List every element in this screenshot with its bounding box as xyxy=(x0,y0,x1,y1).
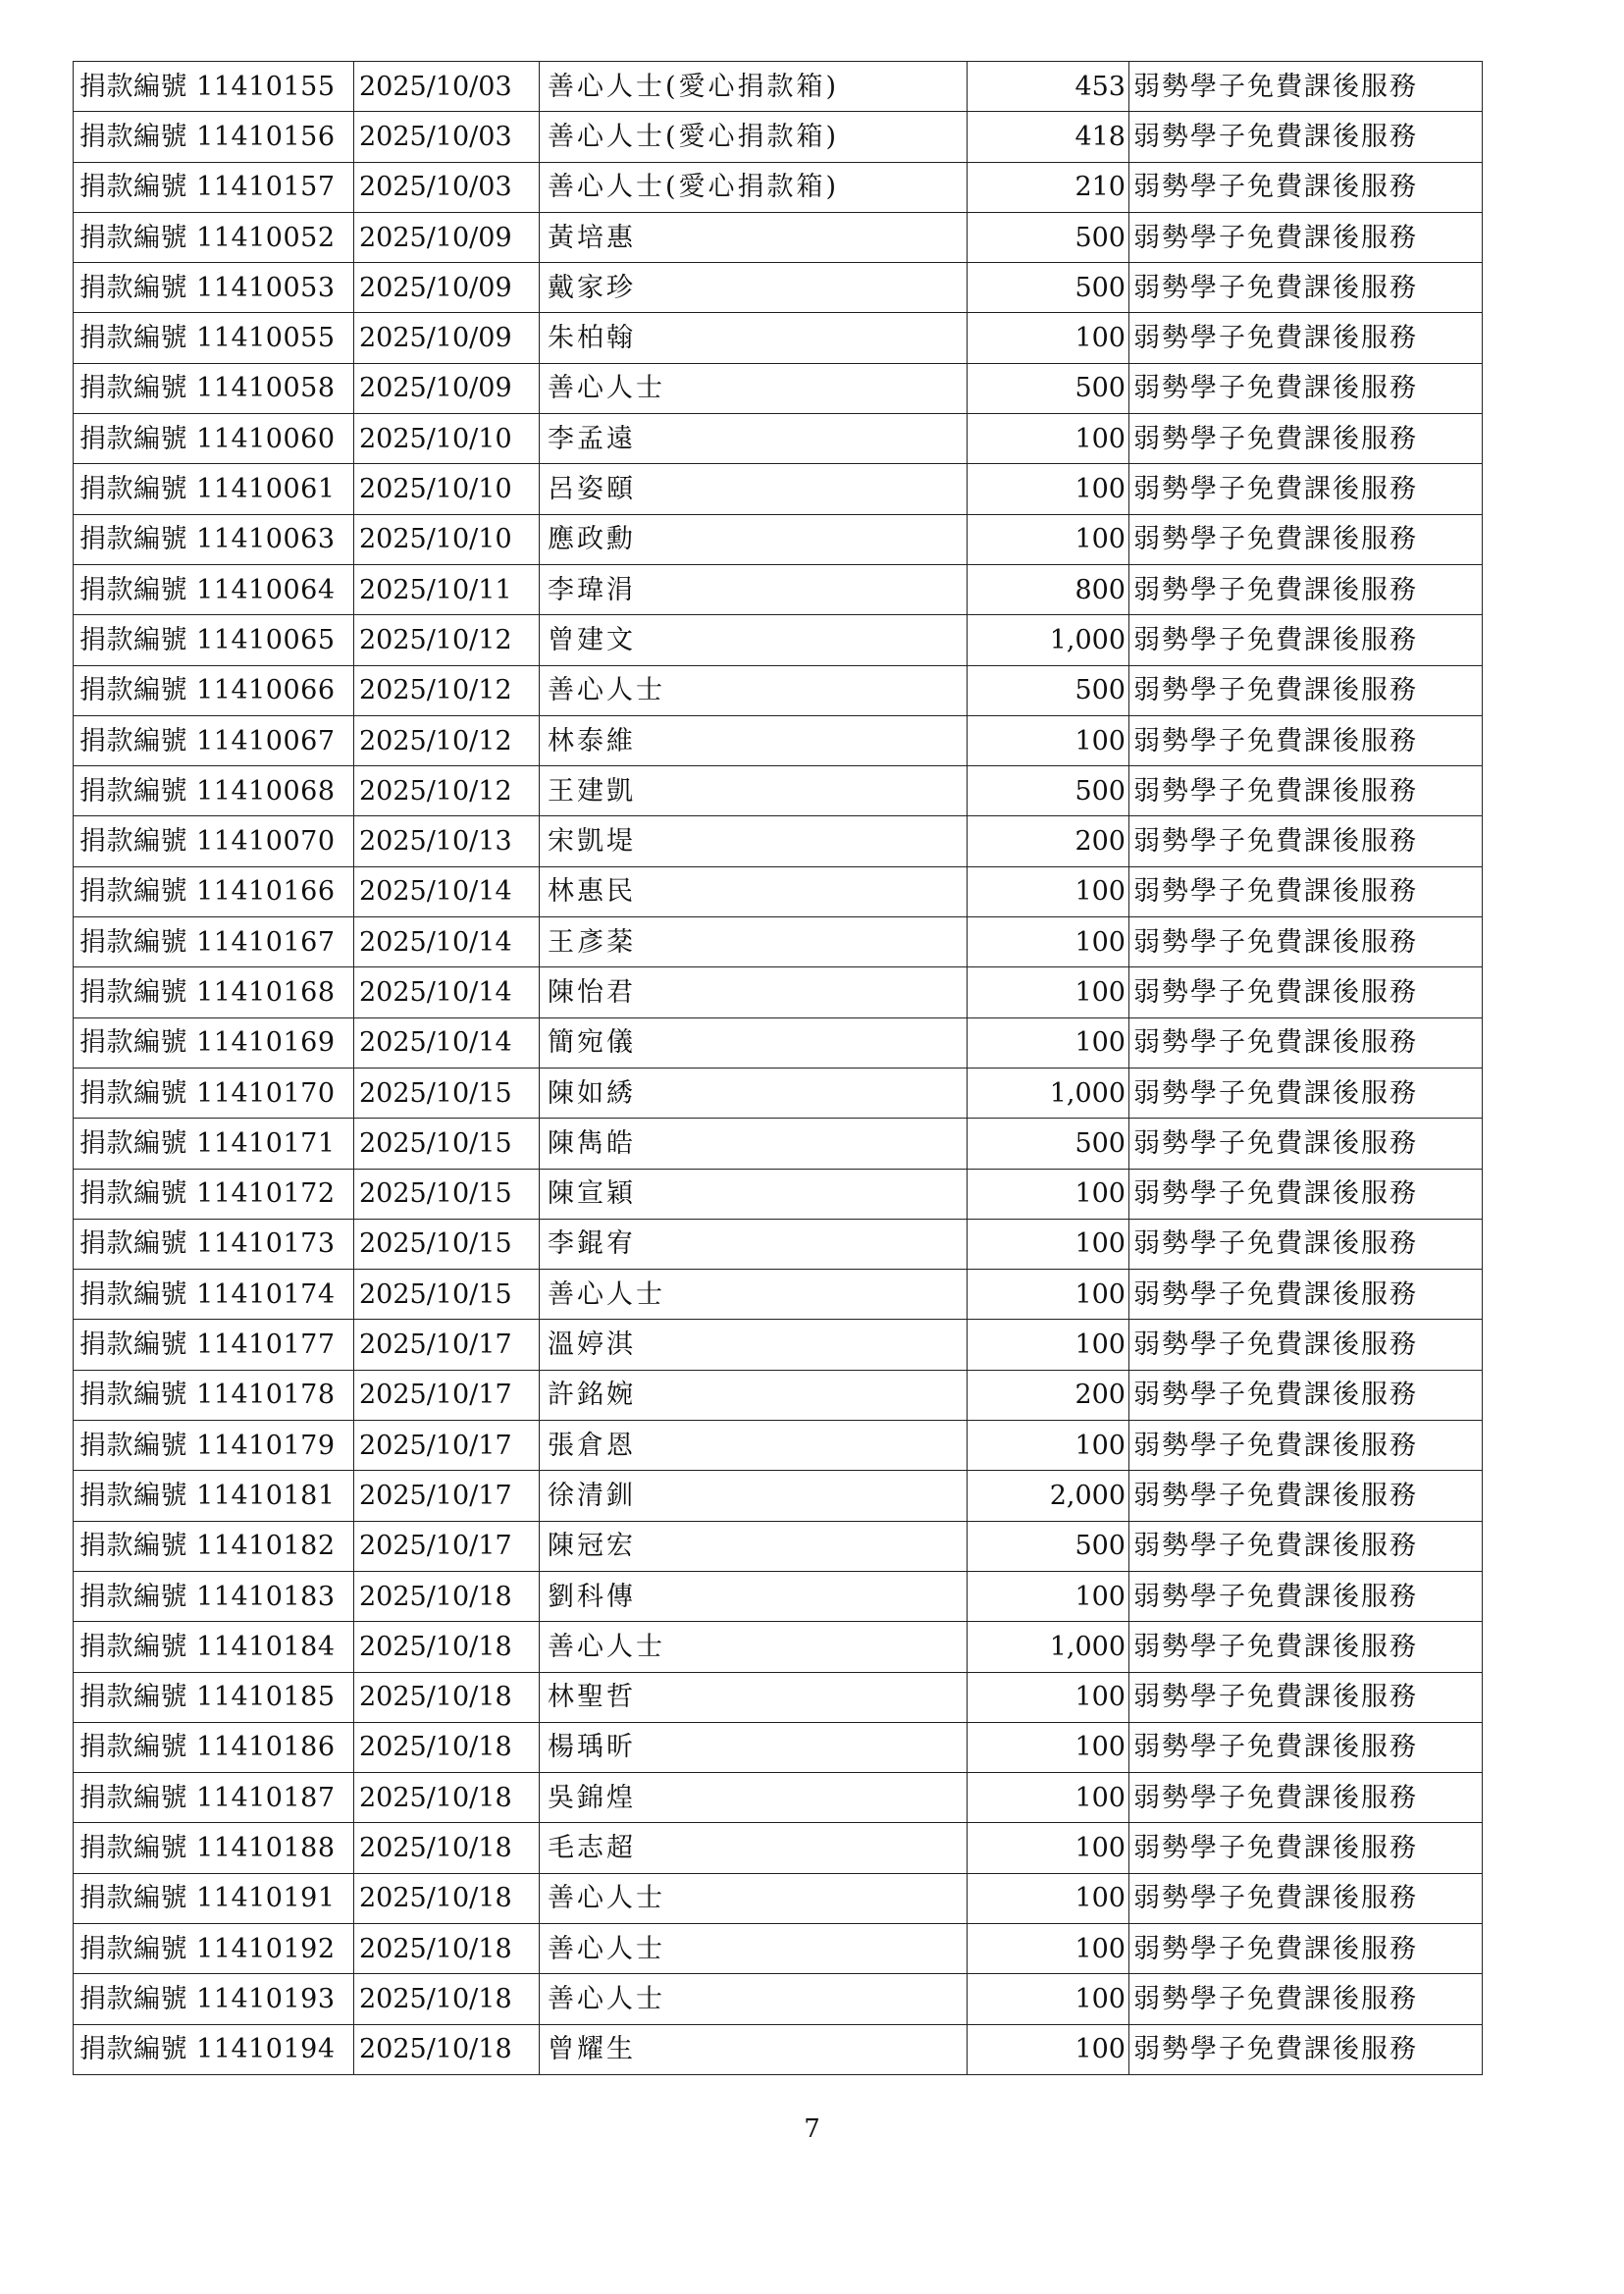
donation-date-cell: 2025/10/18 xyxy=(354,1823,540,1873)
table-row xyxy=(74,1571,1483,1621)
donation-amount-cell: 100 xyxy=(968,917,1129,967)
donation-amount-cell: 100 xyxy=(968,1169,1129,1219)
donation-id-cell: 捐款編號 11410060 xyxy=(74,414,354,464)
donation-purpose-cell: 弱勢學子免費課後服務 xyxy=(1129,1421,1483,1471)
donor-name-cell: 戴家珍 xyxy=(540,263,968,313)
table-row xyxy=(74,1219,1483,1269)
donation-date-cell: 2025/10/09 xyxy=(354,313,540,363)
donor-name-cell: 徐清釧 xyxy=(540,1471,968,1521)
donation-id-cell: 捐款編號 11410188 xyxy=(74,1823,354,1873)
donor-name-cell: 陳如綉 xyxy=(540,1068,968,1118)
donation-amount-cell: 100 xyxy=(968,1974,1129,2024)
donation-id-cell: 捐款編號 11410064 xyxy=(74,564,354,614)
donation-id-cell: 捐款編號 11410183 xyxy=(74,1571,354,1621)
donor-name-cell: 李孟遠 xyxy=(540,414,968,464)
donor-name-cell: 應政勳 xyxy=(540,514,968,564)
donation-id-cell: 捐款編號 11410185 xyxy=(74,1672,354,1722)
donation-date-cell: 2025/10/18 xyxy=(354,1672,540,1722)
donor-name-cell: 善心人士 xyxy=(540,1622,968,1672)
donation-amount-cell: 100 xyxy=(968,1722,1129,1772)
donor-name-cell: 善心人士 xyxy=(540,665,968,715)
table-row xyxy=(74,112,1483,162)
donation-purpose-cell: 弱勢學子免費課後服務 xyxy=(1129,514,1483,564)
donation-amount-cell: 100 xyxy=(968,967,1129,1017)
table-row xyxy=(74,1370,1483,1420)
table-row xyxy=(74,1521,1483,1571)
donation-amount-cell: 500 xyxy=(968,1119,1129,1169)
donation-id-cell: 捐款編號 11410055 xyxy=(74,313,354,363)
donation-date-cell: 2025/10/03 xyxy=(354,162,540,212)
table-row xyxy=(74,1672,1483,1722)
donation-table xyxy=(73,61,1483,2075)
table-row xyxy=(74,766,1483,816)
donation-date-cell: 2025/10/13 xyxy=(354,816,540,866)
donation-amount-cell: 100 xyxy=(968,1219,1129,1269)
donation-date-cell: 2025/10/18 xyxy=(354,1622,540,1672)
donation-id-cell: 捐款編號 11410191 xyxy=(74,1873,354,1923)
table-row xyxy=(74,1823,1483,1873)
donation-date-cell: 2025/10/10 xyxy=(354,514,540,564)
table-row xyxy=(74,1421,1483,1471)
donor-name-cell: 善心人士(愛心捐款箱) xyxy=(540,112,968,162)
donor-name-cell: 呂姿頤 xyxy=(540,464,968,514)
donation-id-cell: 捐款編號 11410155 xyxy=(74,62,354,112)
donation-purpose-cell: 弱勢學子免費課後服務 xyxy=(1129,1068,1483,1118)
donation-id-cell: 捐款編號 11410193 xyxy=(74,1974,354,2024)
donation-date-cell: 2025/10/17 xyxy=(354,1471,540,1521)
donation-purpose-cell: 弱勢學子免費課後服務 xyxy=(1129,665,1483,715)
donation-purpose-cell: 弱勢學子免費課後服務 xyxy=(1129,162,1483,212)
donation-amount-cell: 500 xyxy=(968,363,1129,413)
donation-purpose-cell: 弱勢學子免費課後服務 xyxy=(1129,1571,1483,1621)
donation-amount-cell: 100 xyxy=(968,464,1129,514)
donation-purpose-cell: 弱勢學子免費課後服務 xyxy=(1129,363,1483,413)
donation-id-cell: 捐款編號 11410174 xyxy=(74,1270,354,1320)
donation-date-cell: 2025/10/15 xyxy=(354,1169,540,1219)
donation-id-cell: 捐款編號 11410063 xyxy=(74,514,354,564)
donation-id-cell: 捐款編號 11410182 xyxy=(74,1521,354,1571)
table-row xyxy=(74,212,1483,262)
table-row xyxy=(74,2024,1483,2074)
donation-date-cell: 2025/10/15 xyxy=(354,1219,540,1269)
donation-id-cell: 捐款編號 11410070 xyxy=(74,816,354,866)
donation-date-cell: 2025/10/17 xyxy=(354,1370,540,1420)
table-row xyxy=(74,263,1483,313)
donor-name-cell: 宋凱堤 xyxy=(540,816,968,866)
donation-amount-cell: 453 xyxy=(968,62,1129,112)
donation-id-cell: 捐款編號 11410058 xyxy=(74,363,354,413)
donation-purpose-cell: 弱勢學子免費課後服務 xyxy=(1129,866,1483,916)
table-row xyxy=(74,1320,1483,1370)
donation-amount-cell: 100 xyxy=(968,715,1129,765)
donation-id-cell: 捐款編號 11410167 xyxy=(74,917,354,967)
donation-date-cell: 2025/10/14 xyxy=(354,1017,540,1068)
donor-name-cell: 善心人士(愛心捐款箱) xyxy=(540,162,968,212)
donation-id-cell: 捐款編號 11410068 xyxy=(74,766,354,816)
donation-id-cell: 捐款編號 11410171 xyxy=(74,1119,354,1169)
donation-amount-cell: 100 xyxy=(968,1320,1129,1370)
table-row xyxy=(74,564,1483,614)
donation-date-cell: 2025/10/18 xyxy=(354,1773,540,1823)
donation-id-cell: 捐款編號 11410192 xyxy=(74,1923,354,1973)
donation-purpose-cell: 弱勢學子免費課後服務 xyxy=(1129,112,1483,162)
donor-name-cell: 林泰維 xyxy=(540,715,968,765)
donation-purpose-cell: 弱勢學子免費課後服務 xyxy=(1129,715,1483,765)
donation-amount-cell: 500 xyxy=(968,212,1129,262)
table-row xyxy=(74,1873,1483,1923)
donation-id-cell: 捐款編號 11410169 xyxy=(74,1017,354,1068)
table-row xyxy=(74,1974,1483,2024)
donor-name-cell: 林聖哲 xyxy=(540,1672,968,1722)
donation-amount-cell: 1,000 xyxy=(968,1622,1129,1672)
donor-name-cell: 善心人士 xyxy=(540,1270,968,1320)
donation-amount-cell: 200 xyxy=(968,1370,1129,1420)
donation-amount-cell: 200 xyxy=(968,816,1129,866)
donation-id-cell: 捐款編號 11410173 xyxy=(74,1219,354,1269)
donor-name-cell: 善心人士(愛心捐款箱) xyxy=(540,62,968,112)
table-row xyxy=(74,464,1483,514)
donor-name-cell: 林惠民 xyxy=(540,866,968,916)
donation-id-cell: 捐款編號 11410178 xyxy=(74,1370,354,1420)
table-row xyxy=(74,363,1483,413)
donor-name-cell: 楊瑀昕 xyxy=(540,1722,968,1772)
donor-name-cell: 毛志超 xyxy=(540,1823,968,1873)
donor-name-cell: 朱柏翰 xyxy=(540,313,968,363)
donation-purpose-cell: 弱勢學子免費課後服務 xyxy=(1129,1219,1483,1269)
donation-id-cell: 捐款編號 11410184 xyxy=(74,1622,354,1672)
donation-date-cell: 2025/10/18 xyxy=(354,2024,540,2074)
donation-purpose-cell: 弱勢學子免費課後服務 xyxy=(1129,263,1483,313)
page-number: 7 xyxy=(804,2114,820,2144)
table-row xyxy=(74,1119,1483,1169)
donation-id-cell: 捐款編號 11410181 xyxy=(74,1471,354,1521)
donation-id-cell: 捐款編號 11410157 xyxy=(74,162,354,212)
donation-id-cell: 捐款編號 11410061 xyxy=(74,464,354,514)
donation-purpose-cell: 弱勢學子免費課後服務 xyxy=(1129,766,1483,816)
donor-name-cell: 吳錦煌 xyxy=(540,1773,968,1823)
donation-amount-cell: 100 xyxy=(968,1823,1129,1873)
table-row xyxy=(74,917,1483,967)
donor-name-cell: 善心人士 xyxy=(540,1873,968,1923)
donor-name-cell: 李瑋涓 xyxy=(540,564,968,614)
table-row xyxy=(74,1773,1483,1823)
donation-id-cell: 捐款編號 11410067 xyxy=(74,715,354,765)
donor-name-cell: 陳宣穎 xyxy=(540,1169,968,1219)
donor-name-cell: 許銘婉 xyxy=(540,1370,968,1420)
donation-amount-cell: 100 xyxy=(968,866,1129,916)
donation-amount-cell: 210 xyxy=(968,162,1129,212)
donation-purpose-cell: 弱勢學子免費課後服務 xyxy=(1129,1672,1483,1722)
donor-name-cell: 劉科傳 xyxy=(540,1571,968,1621)
donation-date-cell: 2025/10/12 xyxy=(354,766,540,816)
donation-id-cell: 捐款編號 11410166 xyxy=(74,866,354,916)
donation-amount-cell: 100 xyxy=(968,1873,1129,1923)
table-row xyxy=(74,1068,1483,1118)
table-row xyxy=(74,1270,1483,1320)
table-row xyxy=(74,313,1483,363)
donation-id-cell: 捐款編號 11410066 xyxy=(74,665,354,715)
donation-date-cell: 2025/10/15 xyxy=(354,1068,540,1118)
donation-purpose-cell: 弱勢學子免費課後服務 xyxy=(1129,1320,1483,1370)
donor-name-cell: 簡宛儀 xyxy=(540,1017,968,1068)
donation-id-cell: 捐款編號 11410186 xyxy=(74,1722,354,1772)
donation-date-cell: 2025/10/14 xyxy=(354,917,540,967)
donation-purpose-cell: 弱勢學子免費課後服務 xyxy=(1129,1722,1483,1772)
donation-date-cell: 2025/10/10 xyxy=(354,414,540,464)
donation-purpose-cell: 弱勢學子免費課後服務 xyxy=(1129,1169,1483,1219)
donation-date-cell: 2025/10/18 xyxy=(354,1873,540,1923)
donation-id-cell: 捐款編號 11410172 xyxy=(74,1169,354,1219)
donor-name-cell: 陳雋皓 xyxy=(540,1119,968,1169)
table-row xyxy=(74,414,1483,464)
donation-date-cell: 2025/10/14 xyxy=(354,967,540,1017)
donation-amount-cell: 100 xyxy=(968,313,1129,363)
donation-date-cell: 2025/10/15 xyxy=(354,1270,540,1320)
donation-purpose-cell: 弱勢學子免費課後服務 xyxy=(1129,816,1483,866)
donation-purpose-cell: 弱勢學子免費課後服務 xyxy=(1129,1773,1483,1823)
donation-rows xyxy=(74,62,1483,2075)
donor-name-cell: 張倉恩 xyxy=(540,1421,968,1471)
donation-amount-cell: 418 xyxy=(968,112,1129,162)
donation-date-cell: 2025/10/03 xyxy=(354,62,540,112)
donation-purpose-cell: 弱勢學子免費課後服務 xyxy=(1129,1370,1483,1420)
donation-purpose-cell: 弱勢學子免費課後服務 xyxy=(1129,1471,1483,1521)
donation-purpose-cell: 弱勢學子免費課後服務 xyxy=(1129,1017,1483,1068)
donation-purpose-cell: 弱勢學子免費課後服務 xyxy=(1129,967,1483,1017)
donation-id-cell: 捐款編號 11410168 xyxy=(74,967,354,1017)
donation-amount-cell: 100 xyxy=(968,1421,1129,1471)
table-row xyxy=(74,665,1483,715)
donation-amount-cell: 100 xyxy=(968,1571,1129,1621)
donation-id-cell: 捐款編號 11410179 xyxy=(74,1421,354,1471)
donation-id-cell: 捐款編號 11410177 xyxy=(74,1320,354,1370)
donor-name-cell: 善心人士 xyxy=(540,363,968,413)
table-row xyxy=(74,1017,1483,1068)
donation-id-cell: 捐款編號 11410194 xyxy=(74,2024,354,2074)
table-row xyxy=(74,615,1483,665)
donation-date-cell: 2025/10/09 xyxy=(354,263,540,313)
donation-purpose-cell: 弱勢學子免費課後服務 xyxy=(1129,1270,1483,1320)
donation-amount-cell: 500 xyxy=(968,766,1129,816)
donation-amount-cell: 1,000 xyxy=(968,1068,1129,1118)
donation-date-cell: 2025/10/17 xyxy=(354,1320,540,1370)
donation-amount-cell: 500 xyxy=(968,665,1129,715)
donation-id-cell: 捐款編號 11410187 xyxy=(74,1773,354,1823)
donation-id-cell: 捐款編號 11410053 xyxy=(74,263,354,313)
donation-date-cell: 2025/10/17 xyxy=(354,1421,540,1471)
table-row xyxy=(74,162,1483,212)
donation-purpose-cell: 弱勢學子免費課後服務 xyxy=(1129,1923,1483,1973)
donor-name-cell: 陳冠宏 xyxy=(540,1521,968,1571)
donation-purpose-cell: 弱勢學子免費課後服務 xyxy=(1129,1622,1483,1672)
donation-purpose-cell: 弱勢學子免費課後服務 xyxy=(1129,917,1483,967)
donation-amount-cell: 500 xyxy=(968,263,1129,313)
donation-date-cell: 2025/10/15 xyxy=(354,1119,540,1169)
donor-name-cell: 曾耀生 xyxy=(540,2024,968,2074)
donation-purpose-cell: 弱勢學子免費課後服務 xyxy=(1129,1521,1483,1571)
donation-date-cell: 2025/10/09 xyxy=(354,363,540,413)
donation-purpose-cell: 弱勢學子免費課後服務 xyxy=(1129,62,1483,112)
donation-date-cell: 2025/10/14 xyxy=(354,866,540,916)
donor-name-cell: 王建凱 xyxy=(540,766,968,816)
table-row xyxy=(74,866,1483,916)
donation-id-cell: 捐款編號 11410065 xyxy=(74,615,354,665)
donation-amount-cell: 100 xyxy=(968,1672,1129,1722)
donation-purpose-cell: 弱勢學子免費課後服務 xyxy=(1129,1823,1483,1873)
donor-name-cell: 曾建文 xyxy=(540,615,968,665)
donor-name-cell: 善心人士 xyxy=(540,1974,968,2024)
donor-name-cell: 王彥棻 xyxy=(540,917,968,967)
table-row xyxy=(74,62,1483,112)
donation-date-cell: 2025/10/18 xyxy=(354,1571,540,1621)
donation-amount-cell: 100 xyxy=(968,1270,1129,1320)
donation-date-cell: 2025/10/18 xyxy=(354,1923,540,1973)
donation-purpose-cell: 弱勢學子免費課後服務 xyxy=(1129,464,1483,514)
donation-id-cell: 捐款編號 11410170 xyxy=(74,1068,354,1118)
donation-purpose-cell: 弱勢學子免費課後服務 xyxy=(1129,1974,1483,2024)
donation-date-cell: 2025/10/03 xyxy=(354,112,540,162)
donation-amount-cell: 100 xyxy=(968,1017,1129,1068)
donation-purpose-cell: 弱勢學子免費課後服務 xyxy=(1129,615,1483,665)
donation-date-cell: 2025/10/17 xyxy=(354,1521,540,1571)
donor-name-cell: 陳怡君 xyxy=(540,967,968,1017)
donation-purpose-cell: 弱勢學子免費課後服務 xyxy=(1129,212,1483,262)
donation-purpose-cell: 弱勢學子免費課後服務 xyxy=(1129,414,1483,464)
donation-amount-cell: 100 xyxy=(968,414,1129,464)
donation-amount-cell: 500 xyxy=(968,1521,1129,1571)
table-row xyxy=(74,1471,1483,1521)
donation-purpose-cell: 弱勢學子免費課後服務 xyxy=(1129,2024,1483,2074)
donation-date-cell: 2025/10/12 xyxy=(354,665,540,715)
donation-date-cell: 2025/10/10 xyxy=(354,464,540,514)
donation-amount-cell: 2,000 xyxy=(968,1471,1129,1521)
donation-date-cell: 2025/10/12 xyxy=(354,615,540,665)
table-row xyxy=(74,1622,1483,1672)
donation-date-cell: 2025/10/18 xyxy=(354,1722,540,1772)
donation-purpose-cell: 弱勢學子免費課後服務 xyxy=(1129,564,1483,614)
donation-date-cell: 2025/10/09 xyxy=(354,212,540,262)
donation-date-cell: 2025/10/18 xyxy=(354,1974,540,2024)
donor-name-cell: 溫婷淇 xyxy=(540,1320,968,1370)
table-row xyxy=(74,1169,1483,1219)
table-row xyxy=(74,1722,1483,1772)
donation-amount-cell: 100 xyxy=(968,1773,1129,1823)
donation-date-cell: 2025/10/11 xyxy=(354,564,540,614)
donation-id-cell: 捐款編號 11410052 xyxy=(74,212,354,262)
donation-amount-cell: 800 xyxy=(968,564,1129,614)
donation-amount-cell: 100 xyxy=(968,514,1129,564)
donation-amount-cell: 100 xyxy=(968,2024,1129,2074)
donation-amount-cell: 100 xyxy=(968,1923,1129,1973)
donor-name-cell: 李錕宥 xyxy=(540,1219,968,1269)
donation-date-cell: 2025/10/12 xyxy=(354,715,540,765)
donation-amount-cell: 1,000 xyxy=(968,615,1129,665)
table-row xyxy=(74,967,1483,1017)
table-row xyxy=(74,816,1483,866)
table-row xyxy=(74,1923,1483,1973)
donation-purpose-cell: 弱勢學子免費課後服務 xyxy=(1129,313,1483,363)
donation-purpose-cell: 弱勢學子免費課後服務 xyxy=(1129,1119,1483,1169)
donation-id-cell: 捐款編號 11410156 xyxy=(74,112,354,162)
donation-purpose-cell: 弱勢學子免費課後服務 xyxy=(1129,1873,1483,1923)
table-row xyxy=(74,514,1483,564)
table-row xyxy=(74,715,1483,765)
donor-name-cell: 黃培惠 xyxy=(540,212,968,262)
donor-name-cell: 善心人士 xyxy=(540,1923,968,1973)
